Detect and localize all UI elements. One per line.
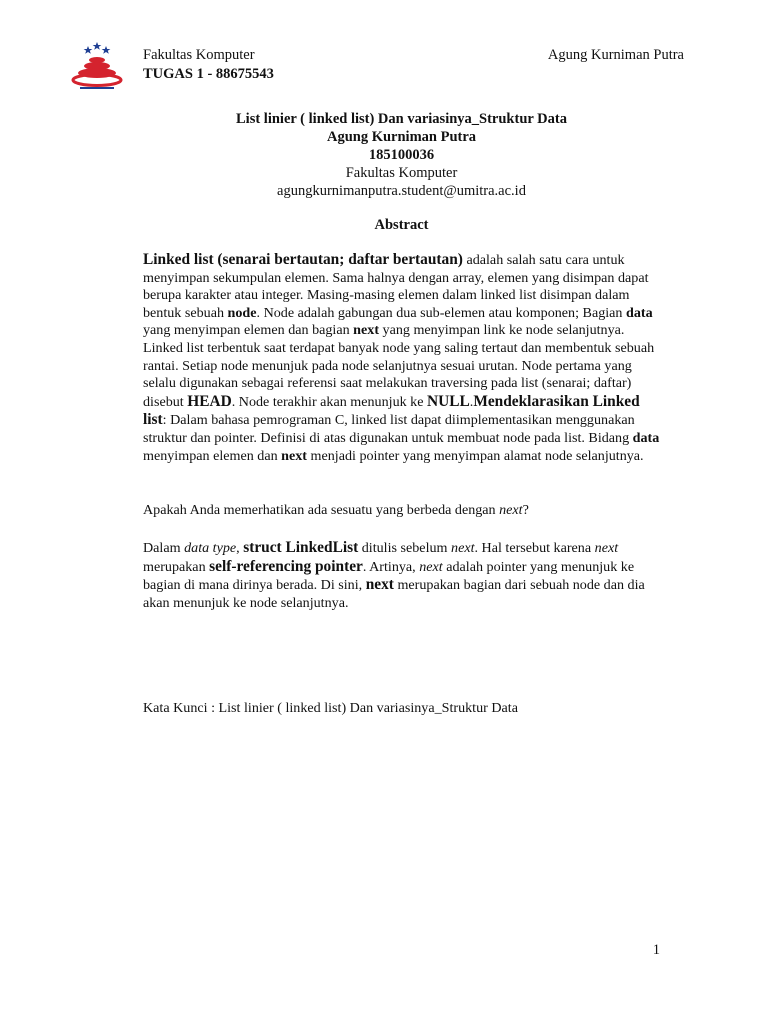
- term-next-italic: next: [499, 502, 523, 518]
- header-author: Agung Kurniman Putra: [547, 47, 684, 63]
- term-head: HEAD: [187, 392, 232, 410]
- term-declare-linked-list: Mendeklarasikan Linked list: [143, 392, 640, 429]
- term-null: NULL: [427, 392, 470, 410]
- university-logo: [70, 42, 124, 92]
- author-email: agungkurnimanputra.student@umitra.ac.id: [277, 183, 526, 199]
- paper-title: List linier ( linked list) Dan variasinya_Struktur Data: [236, 111, 567, 127]
- page-number: 1: [652, 942, 660, 958]
- term-next: next: [365, 576, 394, 594]
- term-node: node: [227, 304, 257, 321]
- question-paragraph: Apakah Anda memerhatikan ada sesuatu yang berbeda dengan next?: [143, 502, 529, 518]
- explanation-paragraph: Dalam data type, struct LinkedList ditulis sebelum next. Hal tersebut karena next merupakan self-referencing pointer. Artinya, next adalah pointer yang menunjuk ke bagian di mana dirinya berada. Di sini, next merupakan bagian dari sebuah node dan dia akan menunjuk ke node selanjutnya.: [143, 539, 645, 611]
- abstract-paragraph: Linked list (senarai bertautan; daftar bertautan) adalah salah satu cara untuk menyimpan sekumpulan elemen. Sama halnya dengan array, elemen yang disimpan dapat berupa karakter atau integer. Masing-masing elemen dalam linked list disimpan dalam bentuk sebuah node. Node adalah gabungan dua sub-elemen atau komponen; Bagian data yang menyimpan elemen dan bagian next yang menyimpan link ke node selanjutnya. Linked list terbentuk saat terdapat banyak node yang saling tertaut dan membentuk sebuah rantai. Setiap node menunjuk pada node selanjutnya sesuai urutan. Node pertama yang selalu digunakan sebagai referensi saat melakukan traversing pada list (senarai; daftar) disebut HEAD. Node terakhir akan menunjuk ke NULL.Mendeklarasikan Linked list: Dalam bahasa pemrograman C, linked list dapat diimplementasikan menggunakan struktur dan pointer. Definisi di atas digunakan untuk membuat node pada list. Bidang data menyimpan elemen dan next menjadi pointer yang menyimpan alamat node selanjutnya.: [143, 251, 660, 464]
- term-struct-linkedlist: struct LinkedList: [243, 539, 359, 556]
- student-id: 185100036: [368, 147, 435, 163]
- term-data: data: [625, 304, 653, 321]
- term-linked-list: Linked list (senarai bertautan; daftar bertautan): [143, 251, 463, 268]
- term-next: next: [353, 322, 380, 339]
- keywords-line: Kata Kunci : List linier ( linked list) Dan variasinya_Struktur Data: [143, 700, 518, 716]
- document-header-left: [143, 46, 274, 84]
- term-self-referencing-pointer: self-referencing pointer: [209, 557, 363, 575]
- title-block: [143, 110, 660, 200]
- header-faculty: Fakultas Komputer: [143, 47, 255, 63]
- header-assignment: TUGAS 1 - 88675543: [143, 66, 274, 82]
- author-faculty: Fakultas Komputer: [345, 165, 458, 181]
- term-next: next: [281, 447, 307, 464]
- term-data: data: [632, 429, 660, 446]
- paper-author: Agung Kurniman Putra: [326, 129, 477, 145]
- abstract-heading: Abstract: [374, 217, 429, 233]
